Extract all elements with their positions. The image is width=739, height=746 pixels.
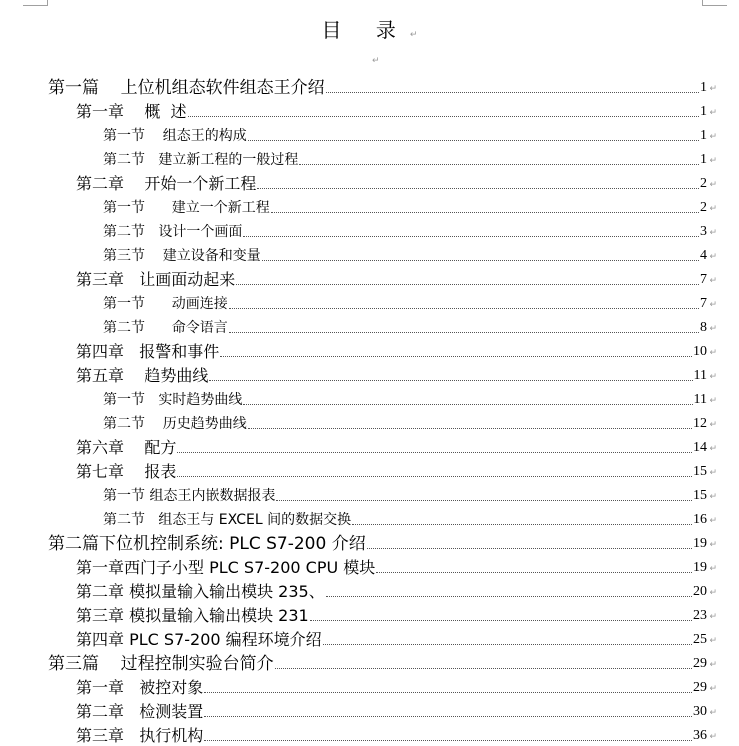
dot-leader <box>257 188 699 189</box>
toc-entry-level-2[interactable] <box>76 266 717 290</box>
toc-entry-label: 第一节 建立一个新工程 <box>103 200 270 216</box>
dot-leader <box>248 140 699 141</box>
dot-leader <box>220 356 692 357</box>
dot-leader <box>209 380 692 381</box>
toc-entry-page-number: 14 <box>693 440 707 455</box>
toc-entry-page-number: 10 <box>693 344 707 359</box>
toc-entry-label: 第一节 动画连接 <box>103 296 228 312</box>
toc-entry-level-2[interactable] <box>76 98 717 122</box>
toc-entry-level-2[interactable] <box>76 338 717 362</box>
toc-entry-page-number: 29 <box>693 656 707 671</box>
toc-entry-level-2[interactable] <box>76 170 717 194</box>
toc-entry-page-number: 11 <box>693 392 707 407</box>
toc-entry-page-number: 36 <box>693 728 707 743</box>
toc-entry-label: 第一节 实时趋势曲线 <box>103 392 243 408</box>
page-corner-mark-right <box>702 0 727 6</box>
paragraph-mark-icon: ↵ <box>709 420 717 430</box>
paragraph-mark-icon: ↵ <box>709 540 717 550</box>
toc-entry-level-3[interactable] <box>103 410 717 434</box>
toc-entry-page-number: 7 <box>700 272 707 287</box>
paragraph-mark-icon: ↵ <box>709 228 717 238</box>
dot-leader <box>326 92 699 93</box>
toc-entry-label: 第一节 组态王内嵌数据报表 <box>103 488 276 504</box>
dot-leader <box>188 116 699 117</box>
dot-leader <box>243 236 699 237</box>
toc-entry-label: 第二章 检测装置 <box>76 702 204 721</box>
toc-entry-label: 第四章 报警和事件 <box>76 342 220 361</box>
toc-entry-label: 第七章 报表 <box>76 462 177 481</box>
toc-entry-page-number: 1 <box>700 152 707 167</box>
paragraph-mark-icon: ↵ <box>709 636 717 646</box>
page-corner-mark-left <box>23 0 48 6</box>
dot-leader <box>352 524 692 525</box>
paragraph-mark-icon: ↵ <box>709 396 717 406</box>
paragraph-mark-icon: ↵ <box>709 252 717 262</box>
paragraph-mark-icon: ↵ <box>709 276 717 286</box>
toc-entry-level-2[interactable] <box>76 578 717 602</box>
dot-leader <box>326 596 692 597</box>
toc-entry-level-2[interactable] <box>76 434 717 458</box>
toc-entry-label: 第一节 组态王的构成 <box>103 128 247 144</box>
toc-entry-label: 第二节 组态王与 EXCEL 间的数据交换 <box>103 512 352 528</box>
toc-entry-page-number: 23 <box>693 608 707 623</box>
paragraph-mark-icon: ↵ <box>709 372 717 382</box>
dot-leader <box>310 620 692 621</box>
dot-leader <box>299 164 699 165</box>
toc-entry-label: 第三篇 过程控制实验台简介 <box>48 654 274 674</box>
toc-entry-level-3[interactable] <box>103 122 717 146</box>
toc-entry-level-2[interactable] <box>76 722 717 746</box>
toc-entry-level-2[interactable] <box>76 626 717 650</box>
toc-entry-level-2[interactable] <box>76 554 717 578</box>
toc-entry-page-number: 2 <box>700 176 707 191</box>
toc-entry-page-number: 12 <box>693 416 707 431</box>
paragraph-mark-icon: ↵ <box>709 684 717 694</box>
toc-entry-label: 第三章 执行机构 <box>76 726 204 745</box>
toc-entry-label: 第二篇下位机控制系统: PLC S7-200 介绍 <box>48 534 366 554</box>
dot-leader <box>367 548 692 549</box>
toc-entry-label: 第四章 PLC S7-200 编程环境介绍 <box>76 630 322 649</box>
toc-entry-level-1[interactable] <box>48 650 717 674</box>
toc-entry-page-number: 1 <box>700 128 707 143</box>
toc-entry-level-3[interactable] <box>103 314 717 338</box>
paragraph-mark-icon: ↵ <box>709 300 717 310</box>
toc-entry-label: 第一篇 上位机组态软件组态王介绍 <box>48 78 325 98</box>
toc-entry-page-number: 1 <box>700 104 707 119</box>
toc-entry-label: 第一章 被控对象 <box>76 678 204 697</box>
toc-entry-level-2[interactable] <box>76 458 717 482</box>
paragraph-mark-icon: ↵ <box>709 564 717 574</box>
toc-entry-label: 第二节 设计一个画面 <box>103 224 243 240</box>
paragraph-mark-icon: ↵ <box>709 108 717 118</box>
toc-entry-page-number: 19 <box>693 560 707 575</box>
toc-entry-page-number: 3 <box>700 224 707 239</box>
toc-entry-level-3[interactable] <box>103 290 717 314</box>
toc-entry-level-3[interactable] <box>103 146 717 170</box>
toc-entry-label: 第六章 配方 <box>76 438 177 457</box>
toc-entry-level-3[interactable] <box>103 218 717 242</box>
toc-entry-label: 第一章 概 述 <box>76 102 187 121</box>
paragraph-mark-icon: ↵ <box>709 156 717 166</box>
dot-leader <box>229 332 699 333</box>
toc-entry-page-number: 16 <box>693 512 707 527</box>
toc-entry-label: 第三节 建立设备和变量 <box>103 248 261 264</box>
paragraph-mark-icon: ↵ <box>372 56 380 66</box>
toc-entry-page-number: 15 <box>693 488 707 503</box>
paragraph-mark-icon: ↵ <box>709 492 717 502</box>
toc-entry-page-number: 19 <box>693 536 707 551</box>
paragraph-mark-icon: ↵ <box>709 732 717 742</box>
paragraph-mark-icon: ↵ <box>709 612 717 622</box>
dot-leader <box>229 308 699 309</box>
toc-entry-level-3[interactable] <box>103 194 717 218</box>
dot-leader <box>204 716 692 717</box>
toc-entry-page-number: 29 <box>693 680 707 695</box>
dot-leader <box>275 668 692 669</box>
toc-entry-page-number: 15 <box>693 464 707 479</box>
dot-leader <box>323 644 692 645</box>
toc-title-text: 目 录 <box>321 18 410 42</box>
toc-entry-label: 第三章 模拟量输入输出模块 231 <box>76 606 309 625</box>
toc-entry-page-number: 8 <box>700 320 707 335</box>
toc-entry-level-1[interactable] <box>48 530 717 554</box>
dot-leader <box>204 740 692 741</box>
toc-entry-level-2[interactable] <box>76 698 717 722</box>
dot-leader <box>204 692 692 693</box>
toc-entry-level-3[interactable] <box>103 386 717 410</box>
toc-entry-label: 第二节 历史趋势曲线 <box>103 416 247 432</box>
dot-leader <box>376 572 692 573</box>
dot-leader <box>177 452 692 453</box>
dot-leader <box>243 404 692 405</box>
paragraph-mark-icon: ↵ <box>709 660 717 670</box>
dot-leader <box>177 476 692 477</box>
paragraph-mark-icon: ↵ <box>709 84 717 94</box>
toc-entry-page-number: 4 <box>700 248 707 263</box>
toc-entry-page-number: 1 <box>700 80 707 95</box>
paragraph-mark-icon: ↵ <box>709 708 717 718</box>
toc-entry-label: 第三章 让画面动起来 <box>76 270 236 289</box>
dot-leader <box>262 260 699 261</box>
paragraph-mark-icon: ↵ <box>709 204 717 214</box>
toc-entry-level-3[interactable] <box>103 242 717 266</box>
toc-entry-label: 第二章 开始一个新工程 <box>76 174 257 193</box>
toc-entry-page-number: 20 <box>693 584 707 599</box>
toc-entry-level-3[interactable] <box>103 482 717 506</box>
toc-entry-label: 第二节 命令语言 <box>103 320 228 336</box>
toc-entry-label: 第五章 趋势曲线 <box>76 366 209 385</box>
toc-entry-page-number: 30 <box>693 704 707 719</box>
toc-entry-page-number: 2 <box>700 200 707 215</box>
paragraph-mark-icon: ↵ <box>709 180 717 190</box>
toc-entry-page-number: 7 <box>700 296 707 311</box>
dot-leader <box>236 284 699 285</box>
dot-leader <box>271 212 699 213</box>
paragraph-mark-icon: ↵ <box>709 348 717 358</box>
paragraph-mark-icon: ↵ <box>709 468 717 478</box>
paragraph-mark-icon: ↵ <box>709 324 717 334</box>
toc-title <box>0 14 739 43</box>
dot-leader <box>276 500 692 501</box>
toc-entry-page-number: 11 <box>693 368 707 383</box>
toc-entry-level-2[interactable] <box>76 362 717 386</box>
paragraph-mark-icon: ↵ <box>709 516 717 526</box>
toc-entry-label: 第一章西门子小型 PLC S7-200 CPU 模块 <box>76 558 376 577</box>
paragraph-mark-icon: ↵ <box>709 444 717 454</box>
toc-entry-level-2[interactable] <box>76 602 717 626</box>
dot-leader <box>248 428 692 429</box>
toc-entry-level-1[interactable] <box>48 74 717 98</box>
toc-entry-label: 第二章 模拟量输入输出模块 235、 <box>76 582 325 601</box>
paragraph-mark-icon: ↵ <box>709 132 717 142</box>
paragraph-mark-icon: ↵ <box>709 588 717 598</box>
toc-entry-page-number: 25 <box>693 632 707 647</box>
toc-entry-level-2[interactable] <box>76 674 717 698</box>
toc-entry-label: 第二节 建立新工程的一般过程 <box>103 152 299 168</box>
paragraph-mark-icon: ↵ <box>409 30 418 40</box>
toc-entry-level-3[interactable] <box>103 506 717 530</box>
